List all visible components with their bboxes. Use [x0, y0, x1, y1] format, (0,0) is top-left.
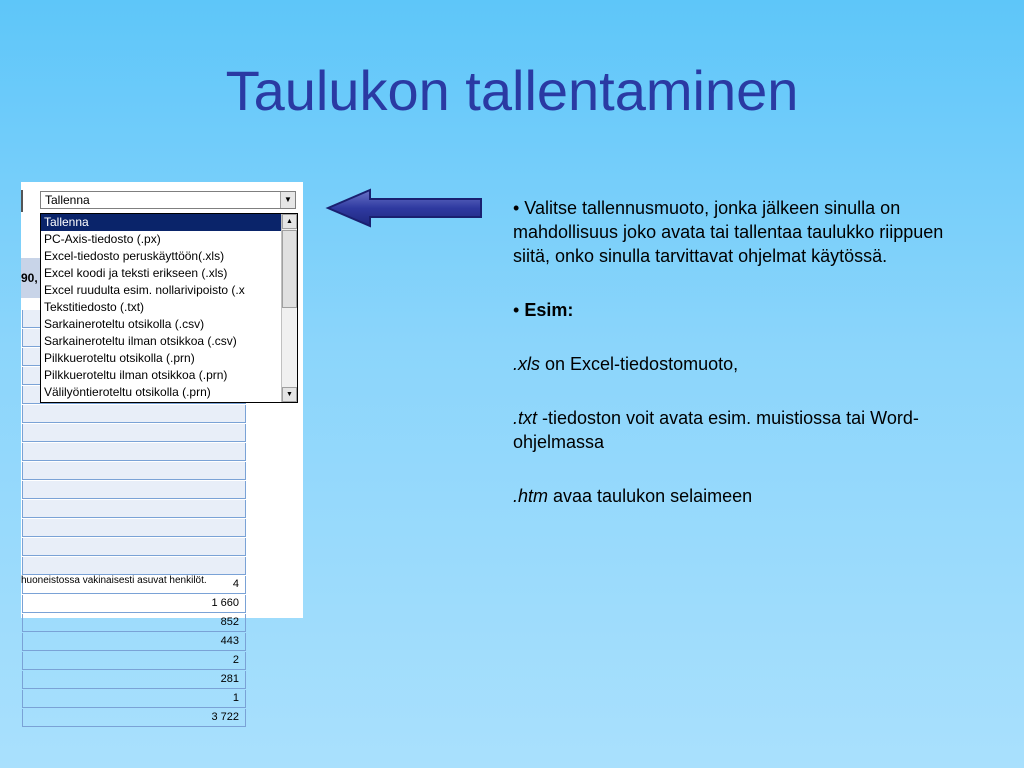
table-row: 4	[22, 576, 246, 594]
instructions-text	[513, 196, 983, 508]
table-row: 1 660	[22, 595, 246, 613]
table-row	[22, 481, 246, 499]
dropdown-item[interactable]: Pilkkueroteltu otsikolla (.prn)	[44, 351, 195, 365]
save-format-dropdown[interactable]	[40, 213, 298, 403]
dropdown-item[interactable]: Pilkkueroteltu ilman otsikkoa (.prn)	[44, 368, 228, 382]
dropdown-item[interactable]: Tekstitiedosto (.txt)	[44, 300, 145, 314]
dropdown-item[interactable]: Excel koodi ja teksti erikseen (.xls)	[44, 266, 228, 280]
table-row	[22, 462, 246, 480]
dropdown-item[interactable]: Excel ruudulta esim. nollarivipoisto (.x	[44, 283, 245, 297]
table-row: 2	[22, 652, 246, 670]
slide-title: Taulukon tallentaminen	[225, 59, 799, 122]
chevron-down-icon[interactable]: ▼	[280, 192, 295, 208]
pointer-arrow-icon	[326, 188, 484, 228]
xls-line	[513, 352, 983, 376]
dropdown-scrollbar[interactable]	[281, 214, 297, 402]
select-value: Tallenna	[45, 193, 90, 207]
xls-extension: .xls	[513, 354, 540, 374]
header-cell: 90,	[21, 258, 43, 298]
table-row: 443	[22, 633, 246, 651]
save-format-select[interactable]	[40, 191, 296, 209]
table-row	[22, 405, 246, 423]
dropdown-item[interactable]: Sarkaineroteltu ilman otsikkoa (.csv)	[44, 334, 237, 348]
bullet-example	[513, 298, 983, 322]
screenshot-panel	[21, 182, 303, 723]
htm-line	[513, 484, 983, 508]
table-row: 852	[22, 614, 246, 632]
panel-edge	[21, 190, 23, 212]
scroll-down-icon[interactable]: ▼	[282, 387, 297, 402]
bullet-choose-format: • Valitse tallennusmuoto, jonka jälkeen sinulla on mahdollisuus joko avata tai tallentaa taulukko riippuen siitä, onko sinulla tarvittavat ohjelmat käytössä.	[513, 198, 944, 266]
table-row	[22, 424, 246, 442]
scroll-up-icon[interactable]: ▲	[282, 214, 297, 229]
xls-description: on Excel-tiedostomuoto,	[540, 354, 739, 374]
scrollbar-thumb[interactable]	[282, 230, 297, 308]
table-row	[22, 519, 246, 537]
bullet-mark: •	[513, 300, 525, 320]
htm-description: avaa taulukon selaimeen	[548, 486, 753, 506]
table-row: 3 722	[22, 709, 246, 727]
dropdown-item[interactable]: Välilyöntieroteltu otsikolla (.prn)	[44, 385, 211, 399]
example-heading: Esim:	[524, 300, 574, 320]
txt-description: -tiedoston voit avata esim. muistiossa tai Word-ohjelmassa	[513, 408, 919, 452]
table-row	[22, 538, 246, 556]
table-footnote: huoneistossa vakinaisesti asuvat henkilöt.	[21, 575, 207, 586]
dropdown-item[interactable]: PC-Axis-tiedosto (.px)	[44, 232, 161, 246]
txt-extension: .txt	[513, 408, 538, 428]
txt-line	[513, 406, 983, 454]
dropdown-item[interactable]: Sarkaineroteltu otsikolla (.csv)	[44, 317, 205, 331]
dropdown-item[interactable]: Tallenna	[41, 214, 281, 231]
table-row: 1	[22, 690, 246, 708]
dropdown-item[interactable]: Excel-tiedosto peruskäyttöön(.xls)	[44, 249, 225, 263]
table-row	[22, 443, 246, 461]
table-row: 281	[22, 671, 246, 689]
table-row	[22, 557, 246, 575]
table-row	[22, 500, 246, 518]
htm-extension: .htm	[513, 486, 549, 506]
